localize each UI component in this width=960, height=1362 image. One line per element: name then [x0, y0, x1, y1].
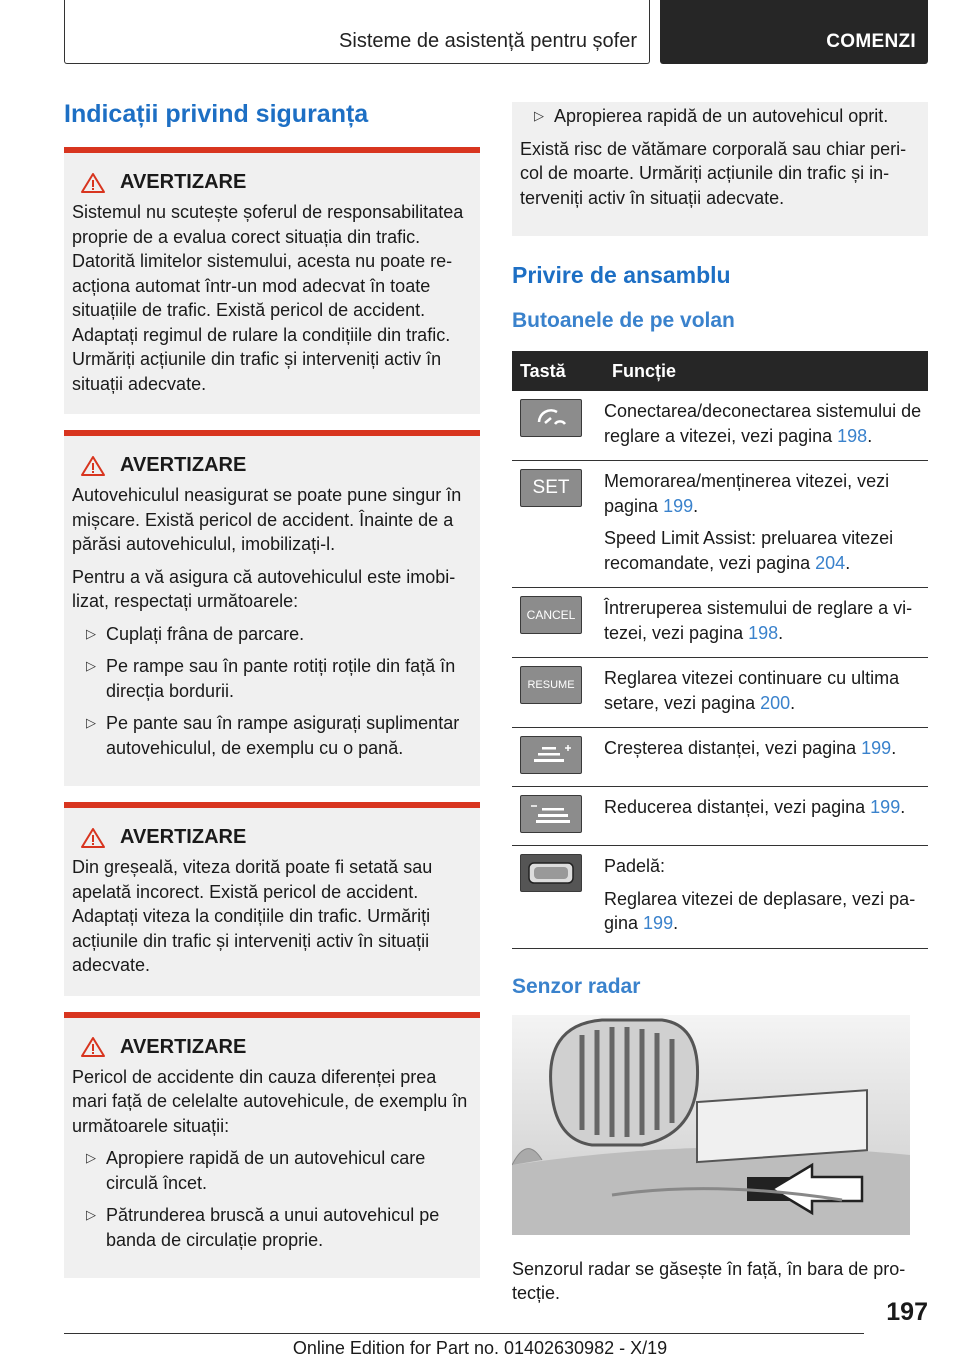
warning-label: AVERTIZARE [120, 1035, 247, 1058]
warning-triangle-icon [80, 172, 106, 194]
warning-box-continued [512, 102, 928, 236]
list-item: ▷ Pătrunderea bruscă a unui autovehicul pe banda de circulație proprie. [72, 1203, 472, 1252]
warning-box-4 [64, 1012, 480, 1279]
page-link[interactable]: 200 [760, 692, 791, 713]
warning-label: AVERTIZARE [120, 454, 247, 476]
radar-description: Senzorul radar se găsește în față, în bara de protecție. [512, 1258, 906, 1303]
row-text: Conectarea/deconectarea sistemului de reglare a vitezei, vezi pagina [604, 401, 922, 446]
warning-text: Există risc de vătămare corporală sau chiar pericol de moarte. Urmăriți acțiunile din trafic și interveniți activ în situații adecvate. [520, 138, 907, 208]
warning-box-1 [64, 147, 480, 414]
rocker-switch-icon [520, 854, 582, 892]
bullet-list [72, 1146, 472, 1252]
cruise-control-button-icon [520, 399, 582, 437]
row-text: Speed Limit Assist: preluarea vitezei recomandate, vezi pagina [604, 528, 894, 573]
row-text: Creșterea distanței, vezi pagina [604, 738, 862, 758]
table-row: Creșterea distanței, vezi pagina 199. [512, 728, 928, 787]
table-row: SET Memorarea/menținerea vitezei, vezi pagina 199. Speed Limit Assist: preluarea vitezei recomandate, vezi pagina 204. [512, 461, 928, 588]
overview-heading: Privire de ansamblu [512, 262, 731, 288]
row-text: Reglarea vitezei continuare cu ultima setare, vezi pagina [604, 668, 900, 713]
set-button-icon: SET [520, 469, 582, 507]
page-header [64, 0, 928, 64]
resume-button-icon: RESUME [520, 666, 582, 704]
page-link[interactable]: 204 [815, 552, 846, 573]
page-link[interactable]: 199 [861, 738, 892, 758]
page-link[interactable]: 198 [748, 622, 779, 643]
page-link[interactable]: 199 [870, 797, 901, 817]
warning-triangle-icon [80, 827, 106, 849]
page-link[interactable]: 198 [837, 425, 868, 446]
row-text: Padelă: [604, 856, 666, 876]
safety-heading: Indicații privind siguranța [64, 100, 369, 128]
warning-triangle-icon [80, 1036, 106, 1058]
warning-triangle-icon [80, 455, 106, 477]
table-row: Padelă: Reglarea vitezei de deplasare, vezi pagina 199. [512, 846, 928, 949]
list-item: ▷ Cuplați frâna de parcare. [72, 622, 472, 647]
warning-box-2 [64, 430, 480, 786]
warning-text: Din greșeală, viteza dorită poate fi setată sau apelată incorect. Există pericol de accident. Adaptați viteza la condițiile din trafic. Urmăriți acțiunile din trafic și interveniți activ în situații adecvate. [72, 857, 433, 975]
list-item: ▷ Pe pante sau în rampe asigurați suplimentar autovehiculul, de exemplu cu o pană. [72, 711, 472, 760]
table-header-row [512, 351, 928, 391]
table-row: RESUME Reglarea vitezei continuare cu ultima setare, vezi pagina 200. [512, 658, 928, 728]
table-row: Conectarea/deconectarea sistemului de reglare a vitezei, vezi pagina 198. [512, 391, 928, 461]
warning-text: Pentru a vă asigura că autovehiculul este imobilizat, respectați următoarele: [72, 566, 456, 611]
warning-text: Pericol de accidente din cauza diferenței prea mari față de celelalte autovehicule, de exemplu în următoarele situații: [72, 1066, 468, 1136]
row-text: Reglarea vitezei de deplasare, vezi pagina [604, 888, 916, 933]
bullet-list [72, 622, 472, 761]
footer-divider [64, 1333, 864, 1334]
buttons-heading: Butoanele de pe volan [512, 309, 735, 332]
table-row: CANCEL Întreruperea sistemului de reglare a vitezei, vezi pagina 198. [512, 588, 928, 658]
right-column [512, 102, 928, 1306]
distance-increase-icon [520, 736, 582, 774]
page-link[interactable]: 199 [643, 913, 674, 933]
row-text: Întreruperea sistemului de reglare a vitezei, vezi pagina [604, 598, 913, 643]
warning-label: AVERTIZARE [120, 171, 247, 193]
page-number: 197 [886, 1298, 928, 1326]
left-column [64, 100, 480, 1278]
row-text: Reducerea distanței, vezi pagina [604, 797, 871, 817]
section-tab [64, 0, 650, 64]
col-key-header: Tastă [512, 351, 604, 391]
page-link[interactable]: 199 [663, 495, 694, 516]
footer-edition: Online Edition for Part no. 01402630982 - X/19 [292, 1338, 668, 1358]
chapter-title: COMENZI [826, 31, 916, 52]
warning-label: AVERTIZARE [120, 826, 247, 848]
radar-heading: Senzor radar [512, 974, 641, 998]
warning-text: Autovehiculul neasigurat se poate pune singur în mișcare. Există pericol de accident. Înainte de a părăsi autovehiculul, imobilizați-l. [72, 485, 462, 554]
warning-box-3 [64, 802, 480, 996]
list-item: ▷ Apropiere rapidă de un autovehicul care circulă încet. [72, 1146, 472, 1195]
section-title: Sisteme de asistență pentru șofer [339, 30, 637, 52]
row-text: Memorarea/menținerea vitezei, vezi pagina [604, 471, 890, 516]
warning-text: Sistemul nu scutește șoferul de responsabilitatea proprie de a evalua corect situația din trafic. Datorită limitelor sistemului, acesta nu poate reacționa automat într-un mod adecvat în toate situațiile de trafic. Există pericol de accident. Adaptați regimul de rulare la condițiile din trafic. Urmăriți acțiunile din trafic și interveniți activ în situații adecvate. [72, 202, 464, 394]
table-row: Reducerea distanței, vezi pagina 199. [512, 787, 928, 846]
cancel-button-icon: CANCEL [520, 596, 582, 634]
radar-sensor-image [512, 1015, 910, 1235]
chapter-tab [660, 0, 928, 64]
col-function-header: Funcție [604, 351, 928, 391]
list-item: ▷ Pe rampe sau în pante rotiți roțile din față în direcția bordurii. [72, 654, 472, 703]
distance-decrease-icon [520, 795, 582, 833]
list-item: ▷ Apropierea rapidă de un autovehicul oprit. [520, 104, 920, 129]
buttons-table [512, 351, 928, 949]
bullet-list [520, 104, 920, 129]
